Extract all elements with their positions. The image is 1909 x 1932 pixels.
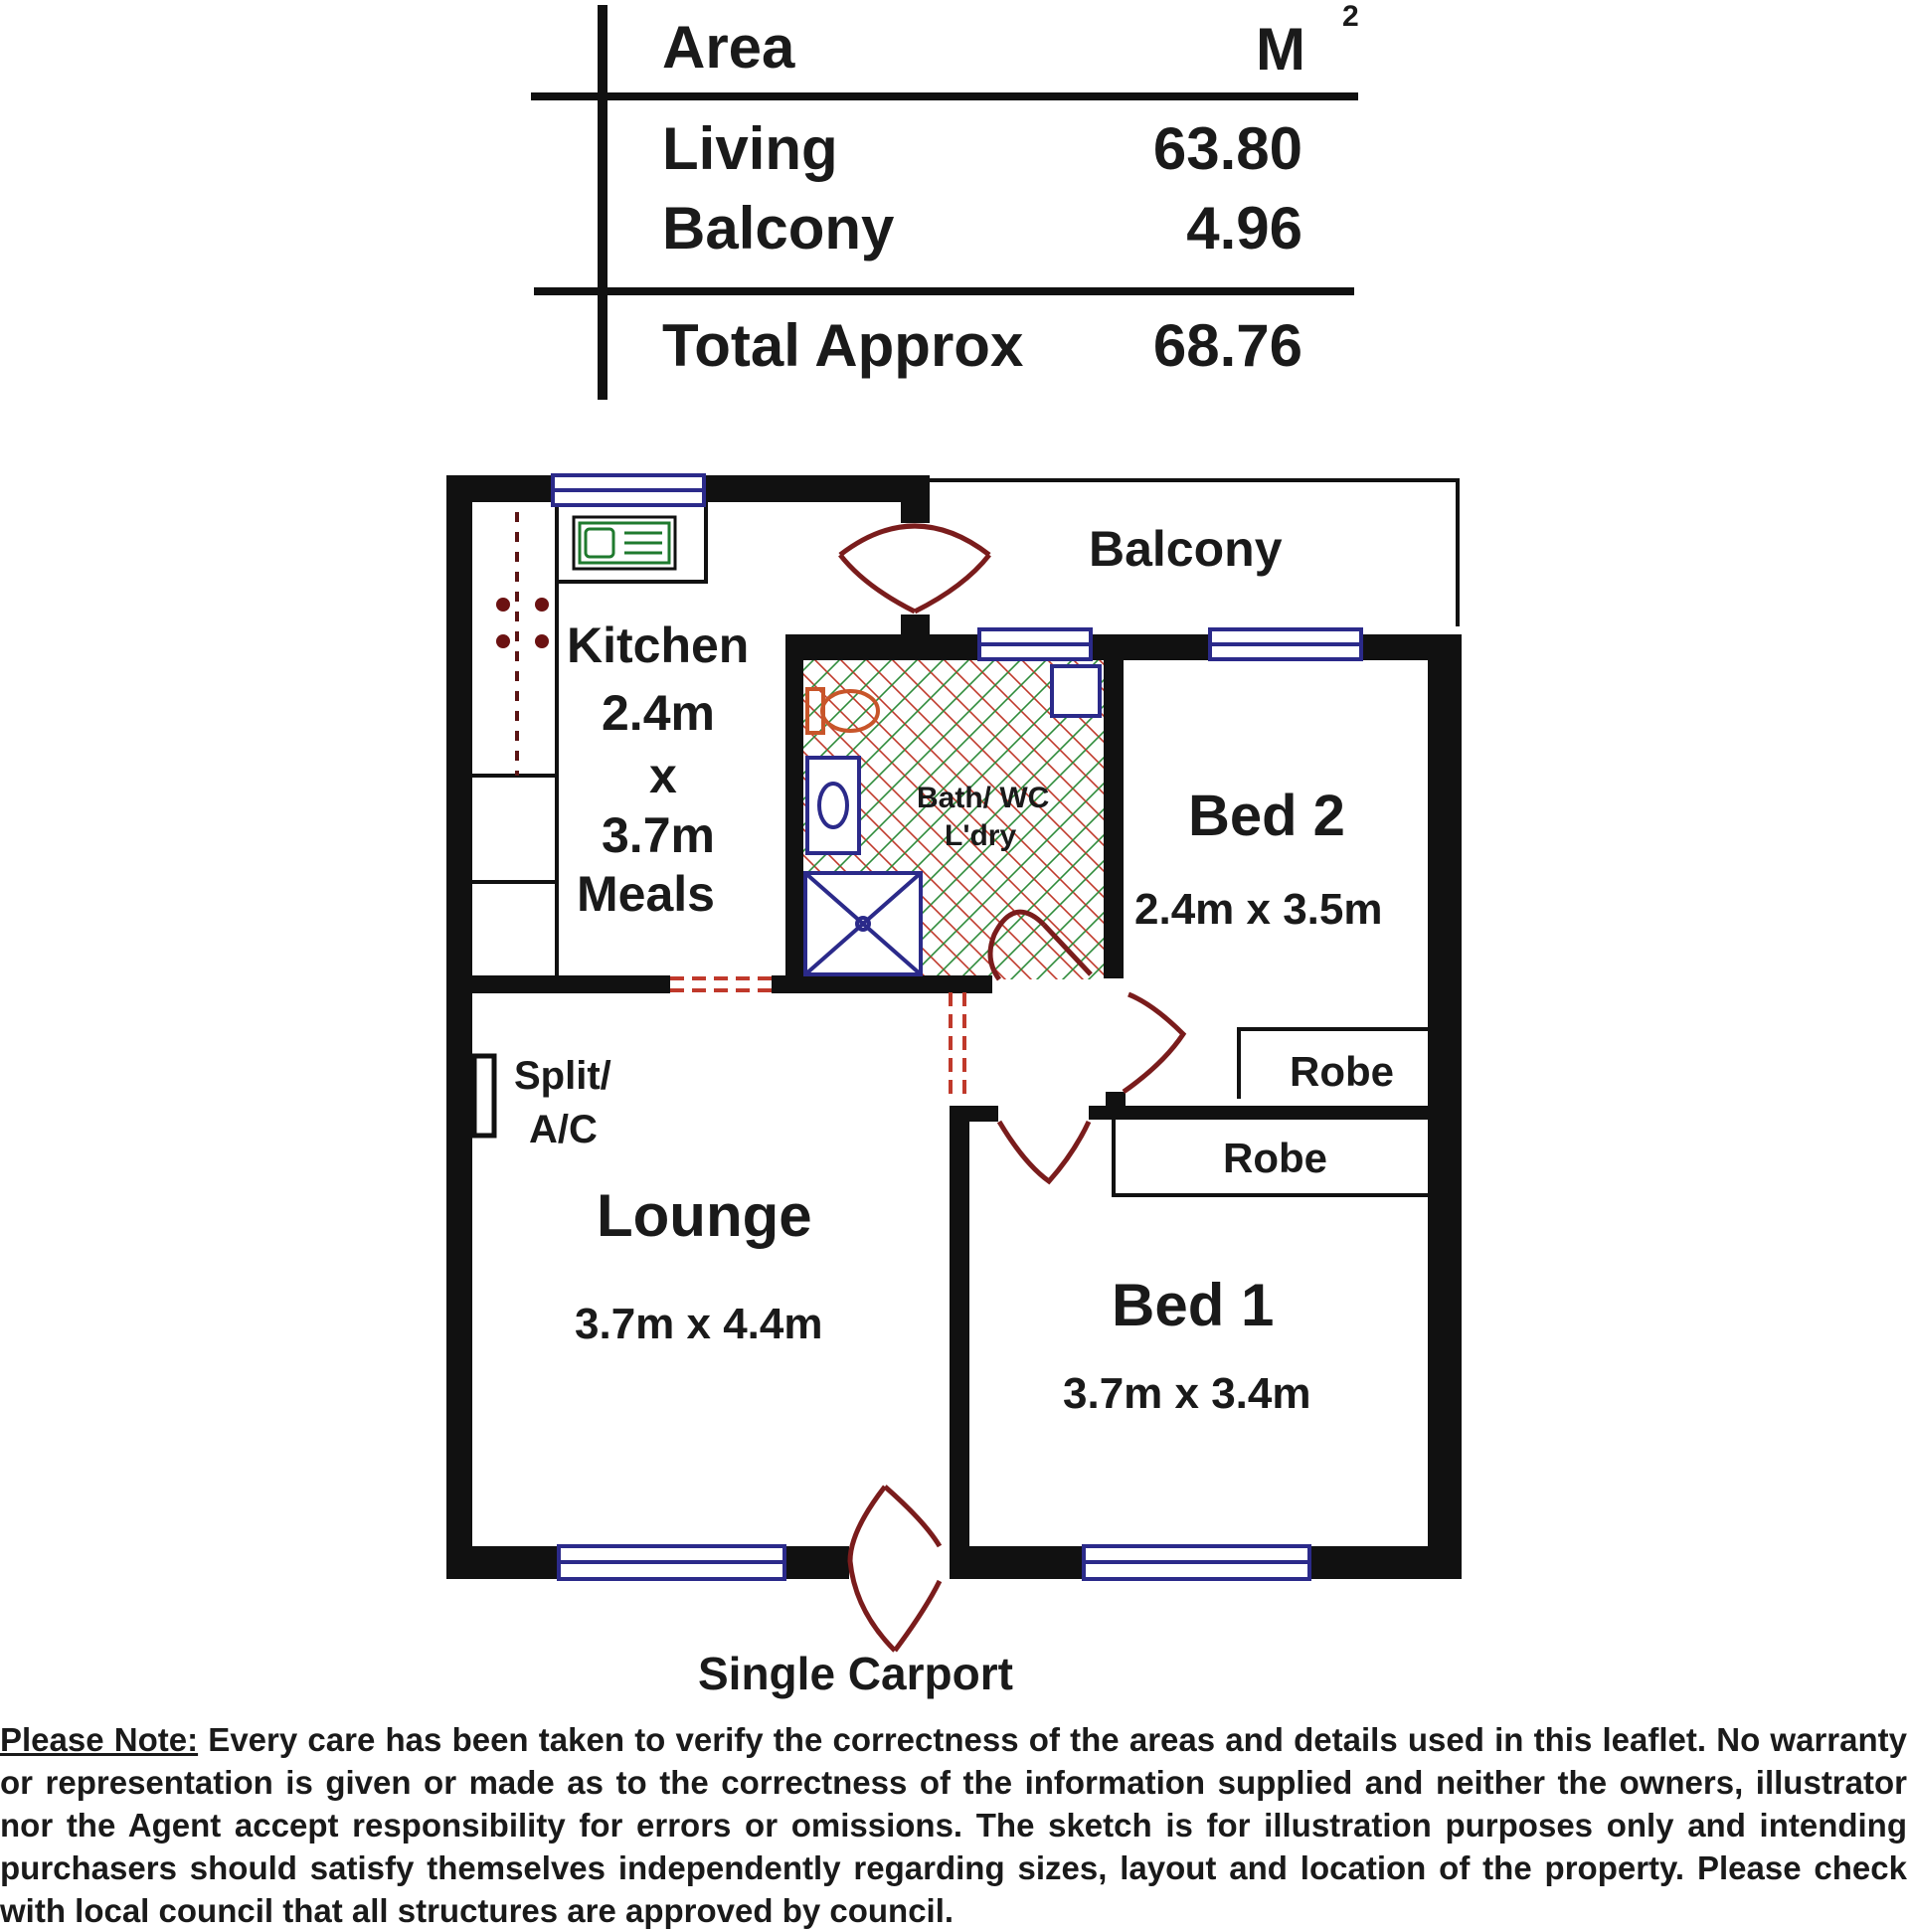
- table-header-label: Area: [662, 14, 795, 81]
- table-row-value: 63.80: [1152, 115, 1302, 182]
- table-header-unit-sup: 2: [1342, 0, 1359, 33]
- split-ac-unit: [474, 1056, 494, 1136]
- bath-label-line2: L'dry: [945, 819, 1017, 852]
- disclaimer-note: [0, 1718, 1907, 1932]
- balcony-label: Balcony: [1089, 521, 1283, 577]
- bed1-label: Bed 1: [1112, 1272, 1275, 1338]
- table-row-value: 4.96: [1186, 195, 1302, 262]
- carport-label: Single Carport: [698, 1648, 1013, 1699]
- lounge-dimensions: 3.7m x 4.4m: [575, 1300, 823, 1348]
- kitchen-label: Kitchen: [567, 617, 750, 673]
- sink-icon: [574, 517, 675, 569]
- robe-upper-label: Robe: [1290, 1048, 1394, 1095]
- kitchen-x: x: [649, 748, 677, 803]
- table-total-label: Total Approx: [662, 312, 1024, 379]
- robe-lower-label: Robe: [1223, 1135, 1327, 1181]
- note-text: Every care has been taken to verify the correctness of the areas and details used in this leaflet. No warranty or representation is given or made as to the correctness of the information supplied and neither the owners, illustrator nor the Agent accept responsibility for errors or omissions. The sketch is for illustration purposes only and intending purchasers should satisfy themselves independently regarding sizes, layout and location of the property. Please check with local council that all structures are approved by council.: [0, 1721, 1907, 1929]
- basin-icon: [807, 758, 859, 853]
- bed2-dimensions: 2.4m x 3.5m: [1134, 885, 1383, 934]
- lounge-label: Lounge: [597, 1182, 812, 1249]
- openings: [670, 978, 964, 1094]
- kitchen-meals-label: Meals: [577, 866, 715, 922]
- split-ac-label-line2: A/C: [529, 1108, 598, 1151]
- kitchen-width: 2.4m: [602, 685, 715, 741]
- note-heading: Please Note:: [0, 1721, 199, 1758]
- kitchen-height: 3.7m: [602, 807, 715, 863]
- table-row-label: Balcony: [662, 195, 895, 262]
- bed2-label: Bed 2: [1188, 784, 1345, 848]
- table-row-label: Living: [662, 115, 838, 182]
- bath-label-line1: Bath/ WC: [917, 782, 1050, 814]
- split-ac-label-line1: Split/: [514, 1054, 611, 1098]
- table-header-unit: M: [1256, 16, 1305, 83]
- laundry-trough-icon: [1052, 666, 1100, 716]
- table-total-value: 68.76: [1152, 312, 1302, 379]
- bed1-dimensions: 3.7m x 3.4m: [1063, 1369, 1311, 1418]
- cooktop-icon: [496, 598, 549, 648]
- shower-icon: [805, 873, 921, 974]
